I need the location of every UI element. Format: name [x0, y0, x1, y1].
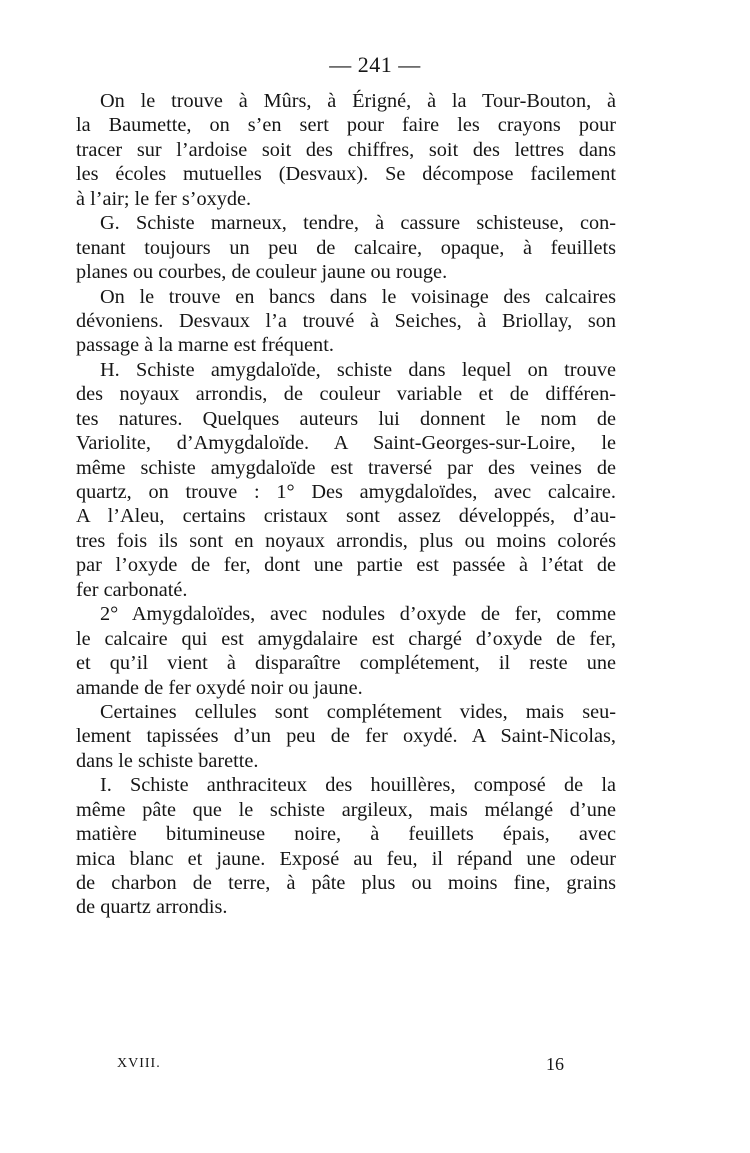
- text-line: Variolite, d’Amygdaloïde. A Saint-Georges-sur-Loire, le: [76, 432, 616, 455]
- text-line: des noyaux arrondis, de couleur variable et de différen-: [76, 383, 616, 406]
- text-line: passage à la marne est fréquent.: [76, 334, 334, 357]
- text-line: planes ou courbes, de couleur jaune ou rouge.: [76, 261, 448, 284]
- page-footer: [0, 1054, 750, 1078]
- text-line: G. Schiste marneux, tendre, à cassure schisteuse, con-: [100, 212, 616, 235]
- signature-mark: XVIII.: [117, 1056, 161, 1071]
- page-number-header: — 241 —: [329, 52, 421, 77]
- text-line: quartz, on trouve : 1° Des amygdaloïdes, avec calcaire.: [76, 481, 616, 503]
- text-line: tes natures. Quelques auteurs lui donnent le nom de: [76, 407, 616, 430]
- text-line: de charbon de terre, à pâte plus ou moins fine, grains: [76, 872, 616, 894]
- text-line: On le trouve à Mûrs, à Érigné, à la Tour-Bouton, à: [100, 90, 616, 112]
- body-text: [76, 89, 616, 920]
- text-line: Certaines cellules sont complétement vides, mais seu-: [100, 700, 616, 723]
- text-line: fer carbonaté.: [76, 578, 188, 601]
- text-line: dévoniens. Desvaux l’a trouvé à Seiches, à Briollay, son: [76, 309, 616, 332]
- text-line: le calcaire qui est amygdalaire est chargé d’oxyde de fer,: [76, 627, 616, 650]
- text-line: tenant toujours un peu de calcaire, opaque, à feuillets: [76, 236, 616, 259]
- text-line: lement tapissées d’un peu de fer oxydé. A Saint-Nicolas,: [76, 725, 616, 748]
- text-line: la Baumette, on s’en sert pour faire les crayons pour: [76, 114, 616, 137]
- text-line: de quartz arrondis.: [76, 896, 228, 919]
- text-line: matière bitumineuse noire, à feuillets épais, avec: [76, 823, 616, 846]
- text-line: à l’air; le fer s’oxyde.: [76, 187, 252, 210]
- text-line: tracer sur l’ardoise soit des chiffres, soit des lettres dans: [76, 138, 616, 161]
- text-line: amande de fer oxydé noir ou jaune.: [76, 676, 363, 699]
- text-line: même schiste amygdaloïde est traversé par des veines de: [76, 456, 616, 479]
- text-line: I. Schiste anthraciteux des houillères, composé de la: [100, 774, 616, 797]
- text-line: mica blanc et jaune. Exposé au feu, il répand une odeur: [76, 847, 616, 870]
- text-line: par l’oxyde de fer, dont une partie est passée à l’état de: [76, 554, 616, 577]
- text-line: A l’Aleu, certains cristaux sont assez développés, d’au-: [76, 505, 616, 528]
- text-line: H. Schiste amygdaloïde, schiste dans lequel on trouve: [100, 358, 616, 381]
- text-line: et qu’il vient à disparaître complétement, il reste une: [76, 652, 616, 675]
- text-line: On le trouve en bancs dans le voisinage des calcaires: [100, 285, 616, 308]
- text-line: 2° Amygdaloïdes, avec nodules d’oxyde de fer, comme: [100, 603, 616, 626]
- text-line: même pâte que le schiste argileux, mais mélangé d’une: [76, 798, 616, 821]
- folio-number: 16: [546, 1054, 564, 1074]
- text-line: dans le schiste barette.: [76, 749, 259, 772]
- text-line: tres fois ils sont en noyaux arrondis, plus ou moins colorés: [76, 529, 616, 552]
- text-line: les écoles mutuelles (Desvaux). Se décompose facilement: [76, 163, 616, 186]
